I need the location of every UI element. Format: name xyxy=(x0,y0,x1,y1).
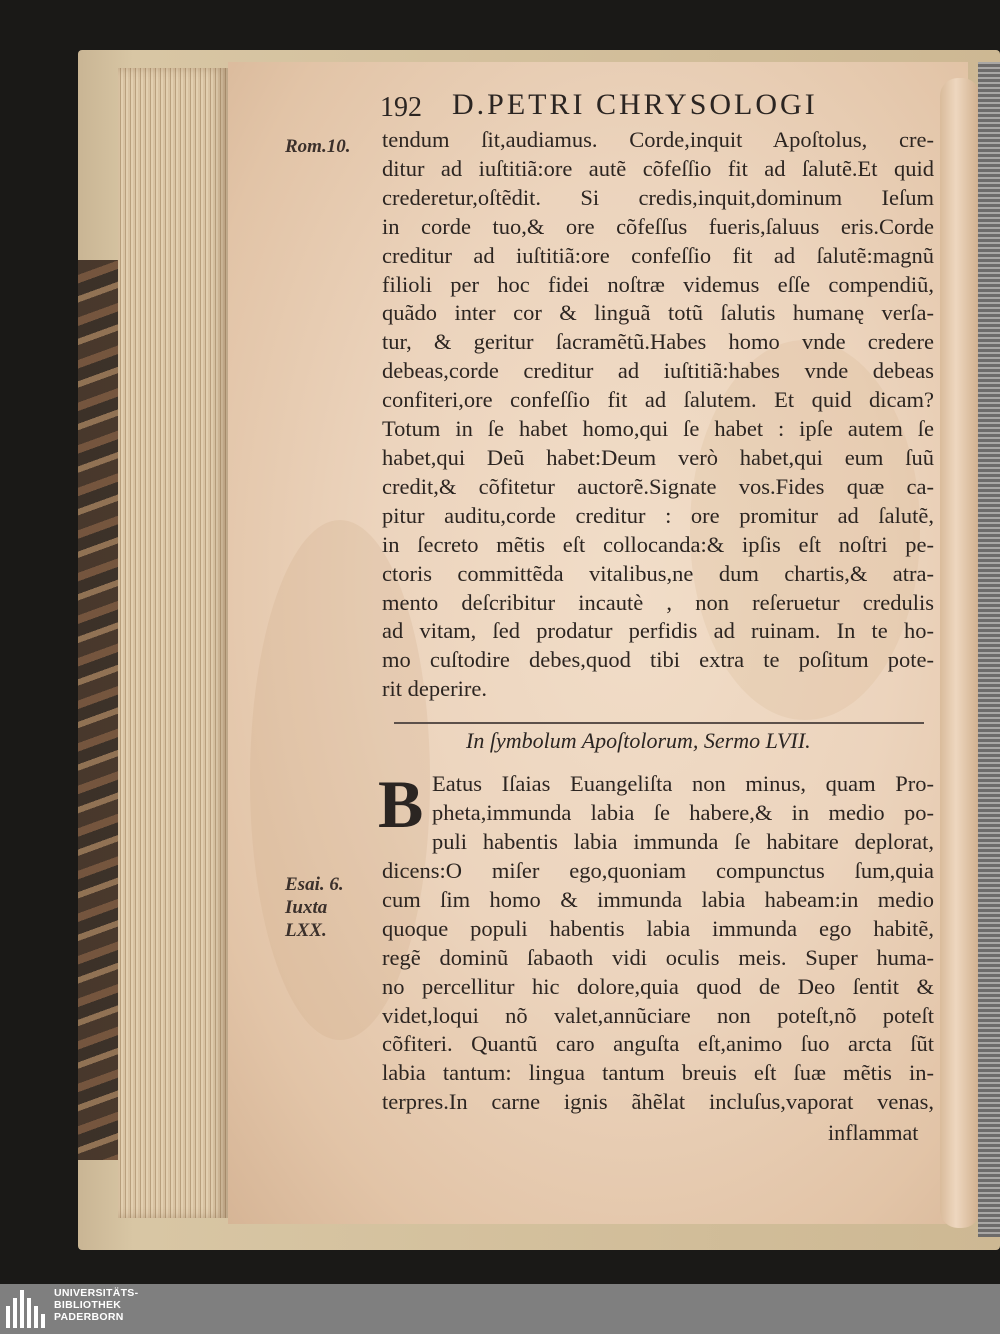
section-rule xyxy=(394,722,924,724)
library-line: PADERBORN xyxy=(54,1311,124,1324)
text-line: puli habentis labia immunda ſe habitare deplorat, xyxy=(432,828,934,854)
text-line: ad vitam, ſed prodatur perfidis ad ruinam. In te ho- xyxy=(382,618,934,644)
text-line: in ſecreto mẽtis eſt collocanda:& ipſis eſt noſtri pe- xyxy=(382,531,934,557)
marbled-binding xyxy=(78,260,118,1160)
text-line: debeas,corde creditur ad iuſtitiã:habes vnde debeas xyxy=(382,358,934,384)
margin-note: LXX. xyxy=(285,920,327,941)
library-name xyxy=(54,1287,138,1324)
margin-note: Rom.10. xyxy=(285,136,351,157)
text-line: ditur ad iuſtitiã:ore autẽ cõfeſſio fit ad ſalutẽ.Et quid xyxy=(382,155,934,181)
library-logo-icon xyxy=(6,1290,46,1328)
text-line: pheta,immunda labia ſe habere,& in medio po- xyxy=(432,799,934,825)
text-line: pitur auditu,corde creditur : ore promitur ad ſalutẽ, xyxy=(382,502,934,528)
text-line: mento deſcribitur incautè , non reſeruetur credulis xyxy=(382,589,934,615)
body-text-block xyxy=(382,857,934,1117)
footer-bar xyxy=(0,1284,1000,1334)
gutter-fold xyxy=(940,78,980,1228)
text-line: quoque populi habentis labia immunda ego habitẽ, xyxy=(382,915,934,941)
sermon-heading: In ſymbolum Apoſtolorum, Sermo LVII. xyxy=(466,728,811,753)
text-line: filioli per hoc fidei noſtræ videmus eſſe compendiũ, xyxy=(382,271,934,297)
text-line: confiteri,ore confeſſio fit ad ſalutem. Et quid dicam? xyxy=(382,387,934,413)
text-line: habet,qui Deũ habet:Deum verò habet,qui eum ſuũ xyxy=(382,444,934,470)
text-line: ctoris committẽda vitalibus,ne dum chartis,& atra- xyxy=(382,560,934,586)
library-line: BIBLIOTHEK xyxy=(54,1299,122,1312)
body-text-block xyxy=(382,126,934,704)
margin-note: Iuxta xyxy=(285,897,328,918)
text-line: cum ſim homo & immunda labia habeam:in medio xyxy=(382,886,934,912)
margin-note: Esai. 6. xyxy=(285,874,344,895)
text-line: quãdo inter cor & linguã totũ ſalutis humanę verſa- xyxy=(382,300,934,326)
text-line: terpres.In carne ignis ãhẽlat incluſus,vaporat venas, xyxy=(382,1089,934,1115)
page-number: 192 xyxy=(380,92,422,123)
text-line: no percellitur hic dolore,quia quod de Deo ſentit & xyxy=(382,973,934,999)
text-line: crederetur,oſtẽdit. Si credis,inquit,dominum Ieſum xyxy=(382,184,934,210)
text-line: Totum in ſe habet homo,qui ſe habet : ipſe autem ſe xyxy=(382,416,934,442)
facing-page-edge xyxy=(978,62,1000,1237)
text-line: labia tantum: lingua tantum breuis eſt ſuæ mẽtis in- xyxy=(382,1060,934,1086)
text-line: dicens:O miſer ego,quoniam compunctus ſum,quia xyxy=(382,858,934,883)
running-head: D.PETRI CHRYSOLOGI xyxy=(452,88,818,121)
text-line: tur, & geritur ſacramẽtũ.Habes homo vnde credere xyxy=(382,329,934,355)
text-line: in corde tuo,& ore cõfeſſus fueris,ſaluus eris.Corde xyxy=(382,213,934,239)
library-line: UNIVERSITÄTS- xyxy=(54,1287,139,1299)
text-line: regẽ dominũ ſabaoth vidi oculis meis. Super huma- xyxy=(382,944,934,970)
page-edges xyxy=(118,68,228,1218)
text-line: creditur ad iuſtitiã:ore confeſſio fit ad ſalutẽ:magnũ xyxy=(382,242,934,268)
text-line: mo cuſtodire debes,quod tibi extra te poſitum pote- xyxy=(382,647,934,673)
body-text-block xyxy=(432,770,934,857)
drop-cap-initial: B xyxy=(378,766,424,842)
text-line: rit deperire. xyxy=(382,676,487,702)
text-line: videt,loqui nõ valet,annũciare non poteſt,nõ poteſt xyxy=(382,1002,934,1028)
text-line: cõfiteri. Quantũ caro anguſta eſt,animo ſuo arcta ſũt xyxy=(382,1031,934,1057)
text-line: Eatus Iſaias Euangeliſta non minus, quam Pro- xyxy=(432,771,934,796)
text-line: credit,& cõfitetur auctorẽ.Signate vos.Fides quæ ca- xyxy=(382,473,934,499)
text-line: tendum ſit,audiamus. Corde,inquit Apoſtolus, cre- xyxy=(382,127,934,152)
catchword: inflammat xyxy=(828,1120,919,1145)
